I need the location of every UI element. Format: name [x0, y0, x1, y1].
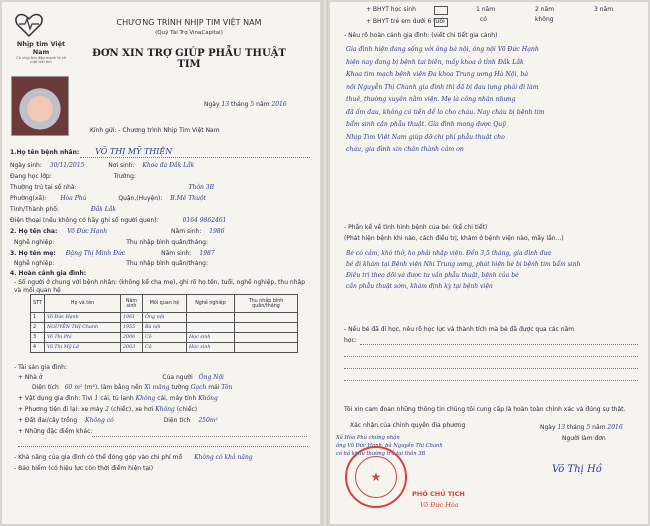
table-row: 1 Võ Đức Hạnh 1961 Ông nội — [31, 313, 298, 323]
opt1-num: 1 năm — [476, 6, 496, 13]
opt2-num: 2 năm — [535, 6, 555, 13]
col-header: Thu nhập bình quân/tháng — [235, 295, 298, 313]
table-row: 2 NGUYỄN THỊ Chanh 1955 Bà nội — [31, 323, 298, 333]
ward-row: Phường(xã): Hòa Phú Quận,(Huyện): B.Mê Thuột — [10, 195, 206, 202]
table-header-row — [31, 295, 298, 313]
program-subtitle: (Quỹ Tài Trợ VinaCapital) — [155, 30, 223, 36]
dob-row: Ngày sinh: 30/11/2015 Nơi sinh: Khoa đa Đắk Lắk — [10, 162, 195, 169]
local-confirm-label: Xác nhận của chính quyền địa phương — [350, 422, 466, 429]
family-section-title: 4. Hoàn cảnh gia đình: — [10, 270, 87, 277]
assets-title: - Tài sản gia đình: — [14, 364, 67, 371]
logo — [14, 12, 68, 64]
land-row: + Đất đai/cây trồng Không có Diện tích 250m² — [18, 417, 218, 424]
star-icon: ★ — [355, 456, 397, 498]
official-seal — [345, 446, 407, 508]
family-members-instruction: - Số người ở chung với bệnh nhân: (không kể cha mẹ), ghi rõ họ tên, tuổi, nghề nghiệp, thu nhập và mối quan hệ — [14, 279, 306, 294]
page-fold — [322, 0, 328, 526]
father-job-row: Nghề nghiệp: Thu nhập bình quân/tháng: — [14, 239, 208, 246]
form-title: ĐƠN XIN TRỢ GIÚP PHẪU THUẬT TIM — [92, 48, 286, 70]
mother-row: 3. Họ tên mẹ: Đặng Thị Minh Đức Năm sinh: 1987 — [10, 250, 215, 257]
household-items-row: + Vật dụng gia đình: Tivi 1 cái, tủ lạnh Không cái, máy tính Không — [18, 395, 218, 402]
checkbox-child — [434, 18, 448, 27]
school-record-label: - Nếu bé đã đi học, nêu rõ học lực và thành tích mà bé đã được qua các năm — [344, 326, 575, 333]
mother-job-row: Nghề nghiệp: Thu nhập bình quân/tháng: — [14, 260, 208, 267]
official-title: PHÓ CHỦ TỊCH — [412, 490, 465, 498]
contribution-row: - Khả năng của gia đình có thể đóng góp vào chi phí mổ Không có khả năng — [14, 454, 253, 461]
col-header: STT — [31, 295, 45, 313]
insurance-row: - Bảo hiểm (có hiệu lực còn thời điểm hiện tại) — [14, 465, 154, 472]
address-row: Thường trú tại số nhà: Thôn 3B — [10, 184, 215, 191]
illness-text: Bé có cảm, khó thở, ho phải nhập viện. Đến 3,5 tháng, gia đình đưa bé đi khám tại Bệnh viện Nhi Trung ương, phát hiện bé bị bệnh tim bẩm sinh Điều trị theo dõi và được tư vấn phẫu thuật, bệnh của bé cần phẫu thuật sớm, khám định kỳ tại bệnh viện — [346, 250, 581, 290]
table-row: 4 Võ Thị Mỹ Lệ 2003 Cô Học sinh — [31, 343, 298, 353]
table-row: 3 Võ Thị Phi 2000 Cô Học sinh — [31, 333, 298, 343]
school-row: Đang học lớp: Trường: — [10, 173, 136, 180]
official-name: Võ Đức Hòa — [420, 501, 459, 509]
opt1-word: có — [480, 16, 487, 23]
illness-label: - Phần kể về tình hình bệnh của bé: (kể chi tiết) — [344, 224, 488, 231]
house-area-row: Diện tích 60 m² (m²), làm bằng nền Xi măng tường Gạch mái Tôn — [32, 384, 233, 391]
checkbox-student — [434, 6, 448, 15]
opt2-word: không — [535, 16, 554, 23]
applicant-label: Người làm đơn — [562, 435, 606, 442]
form-page-left — [2, 2, 320, 524]
applicant-signature: Võ Thị Hồ — [552, 464, 602, 475]
program-title: CHƯƠNG TRÌNH NHỊP TIM VIỆT NAM — [116, 18, 262, 27]
local-confirm-text: Xã Hòa Phú chứng nhận ông Võ Đức Hạnh, bà Nguyễn Thị Chanh có hộ khẩu thường trú tại thôn 3B — [336, 435, 443, 457]
family-detail-text: Gia đình hiện đang sống với ông bà nội, ông nội Võ Đức Hạnh hiện nay đang bị bệnh tai biến, mấy khoa ở tỉnh Đắk Lắk Khoa tim mạch bệnh viện Đa khoa Trung ương Hà Nội, bà nội Nguyễn Thị Chanh gia đình thì đã bị đau lưng phải đi làm thuê, thường xuyên nằm viện. Mẹ là công nhân nhưng đã ốm đau, không có tiền để lo cho cháu. Nay cháu bị bệnh tim bẩm sinh cần phẫu thuật. Gia đình mong được Quỹ Nhịp Tim Việt Nam giúp đỡ chi phí phẫu thuật cho cháu, gia đình xin chân thành cảm ơn — [346, 46, 545, 153]
col-header: Mối quan hệ — [143, 295, 187, 313]
family-detail-label: - Nêu rõ hoàn cảnh gia đình: (viết chi tiết gia cảnh) — [344, 32, 498, 39]
illness-sublabel: (Phát hiện bệnh khi nào, cách điều trị, khám ở bệnh viện nào, mấy lần...) — [344, 235, 564, 242]
ins-student: + BHYT học sinh — [366, 6, 416, 13]
father-row: 2. Họ tên cha: Võ Đức Hạnh Năm sinh: 1986 — [10, 228, 225, 235]
logo-name: Nhịp tim Việt Nam — [16, 40, 66, 56]
other-row: + Những đặc điểm khác: — [18, 428, 93, 435]
recipient: Kính gửi: - Chương trình Nhịp Tim Việt Nam — [90, 127, 220, 134]
opt3-num: 3 năm — [594, 6, 614, 13]
family-members-table — [30, 294, 298, 353]
ins-child: + BHYT trẻ em dưới 6 tuổi — [366, 18, 445, 25]
sign-date: Ngày 13 tháng 5 năm 2016 — [540, 424, 623, 431]
patient-photo — [11, 76, 69, 136]
school-record-sublabel: học: — [344, 337, 357, 344]
col-header: Năm sinh — [121, 295, 143, 313]
pledge-text: Tôi xin cam đoan những thông tin chúng tôi cung cấp là hoàn toàn chính xác và đúng sự thật. — [344, 406, 626, 413]
patient-name-row: 1.Họ tên bệnh nhân: VÕ THỊ MỸ THIỆN — [10, 147, 173, 156]
vehicle-row: + Phương tiện đi lại: xe máy 2 (chiếc), xe hơi Không (chiếc) — [18, 406, 198, 413]
phone-row: Điện thoại (nếu không có hãy ghi số người quen): 0164 9862461 — [10, 217, 227, 224]
col-header: Nghề nghiệp — [187, 295, 235, 313]
form-date: Ngày 13 tháng 5 năm 2016 — [204, 101, 287, 108]
province-row: Tỉnh/Thành phố: Đắk Lắk — [10, 206, 117, 213]
house-row: + Nhà ở Của người Ông Nội — [18, 374, 224, 381]
heart-logo-icon — [14, 12, 44, 38]
logo-tagline: Có nhịp tim đập mạnh là có một trái tim — [16, 56, 66, 64]
col-header: Họ và tên — [45, 295, 121, 313]
